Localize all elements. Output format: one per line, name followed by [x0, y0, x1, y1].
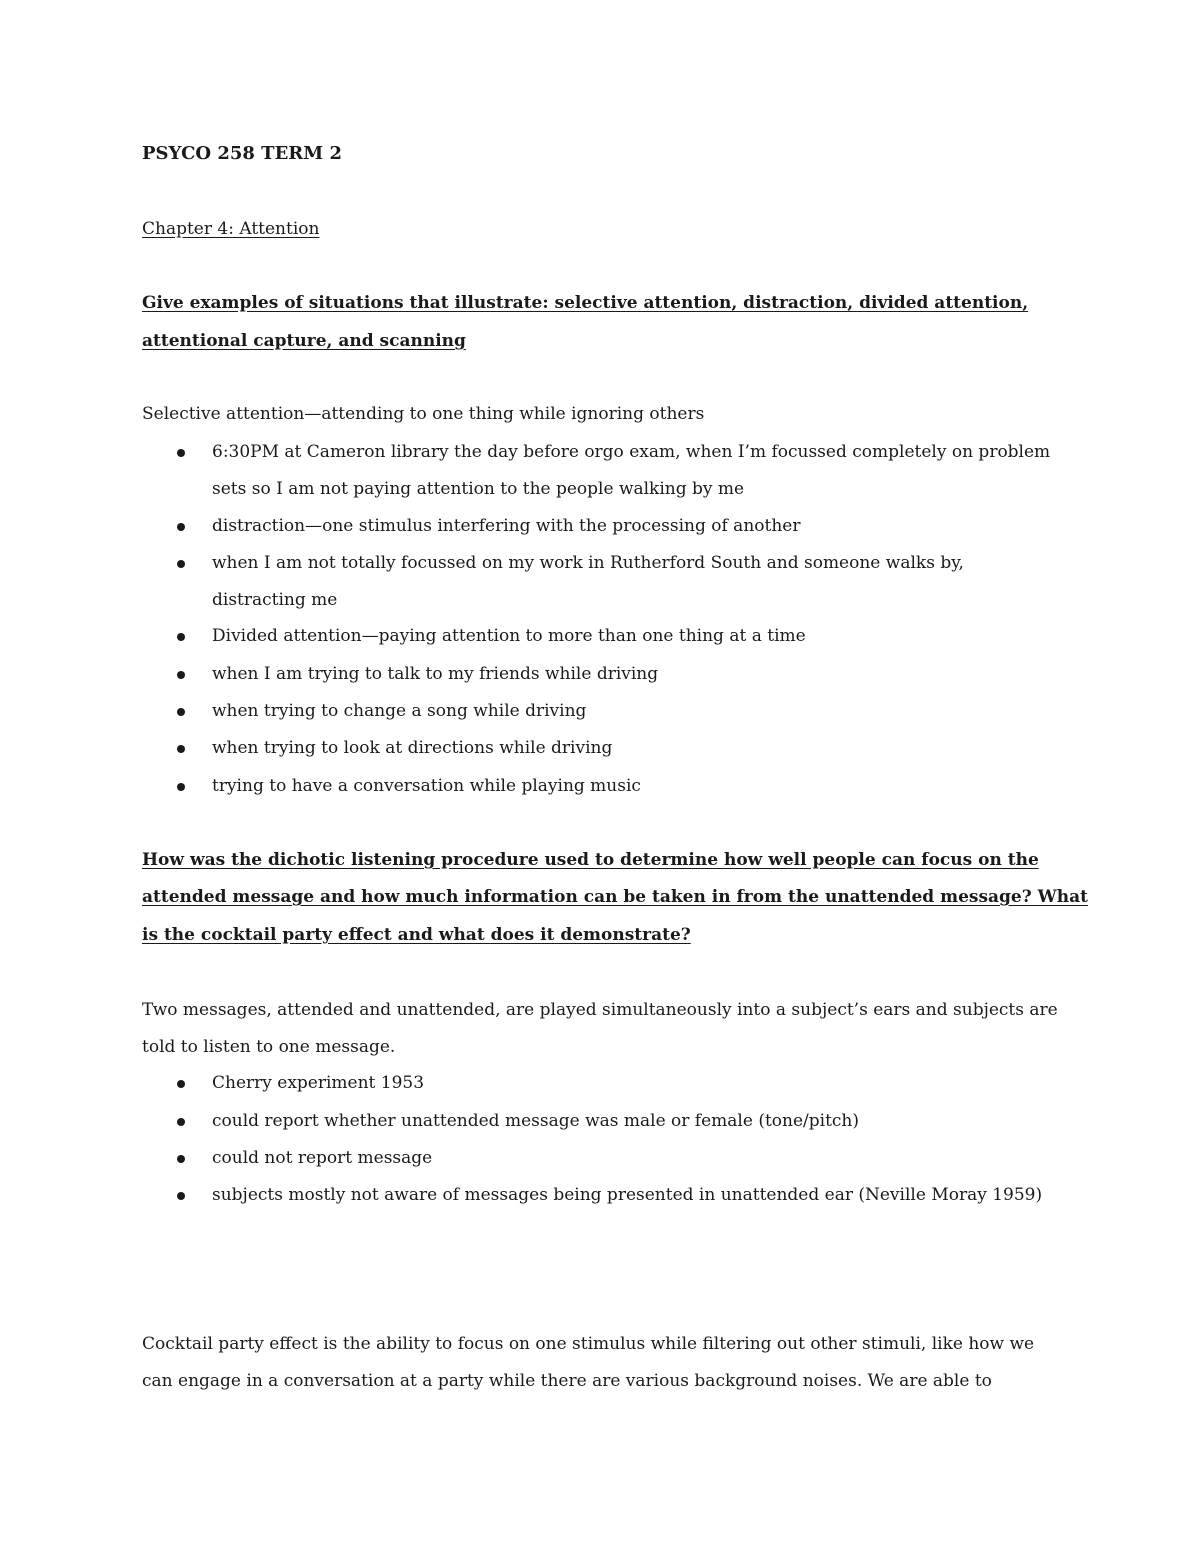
section-heading: How was the dichotic listening procedure used to determine how well people can focus on the: [142, 850, 1039, 870]
list-item-continuation: distracting me: [212, 590, 338, 610]
paragraph: told to listen to one message.: [142, 1037, 396, 1057]
paragraph: Cocktail party effect is the ability to focus on one stimulus while filtering out other stimuli, like how we: [142, 1334, 1035, 1354]
bullet-icon: [177, 1080, 185, 1088]
document-title: PSYCO 258 TERM 2: [142, 143, 342, 164]
list-item: Cherry experiment 1953: [212, 1073, 425, 1093]
list-item: trying to have a conversation while playing music: [212, 776, 641, 796]
paragraph: Two messages, attended and unattended, are played simultaneously into a subject’s ears and subjects are: [142, 1000, 1058, 1020]
list-item: distraction—one stimulus interfering with the processing of another: [212, 516, 801, 536]
bullet-icon: [177, 708, 185, 716]
list-item-continuation: sets so I am not paying attention to the people walking by me: [212, 479, 745, 499]
list-item: could report whether unattended message was male or female (tone/pitch): [212, 1111, 860, 1131]
paragraph: can engage in a conversation at a party while there are various background noises. We are able to: [142, 1371, 992, 1391]
section-heading: attended message and how much information can be taken in from the unattended message? What: [142, 887, 1088, 907]
section-heading: attentional capture, and scanning: [142, 331, 466, 351]
list-item: 6:30PM at Cameron library the day before orgo exam, when I’m focussed completely on problem: [212, 442, 1051, 462]
bullet-icon: [177, 1118, 185, 1126]
bullet-icon: [177, 560, 185, 568]
bullet-icon: [177, 633, 185, 641]
list-item: subjects mostly not aware of messages being presented in unattended ear (Neville Moray 1959): [212, 1185, 1043, 1205]
section-heading: is the cocktail party effect and what does it demonstrate?: [142, 925, 691, 945]
list-item: could not report message: [212, 1148, 433, 1168]
chapter-heading: Chapter 4: Attention: [142, 219, 320, 239]
bullet-icon: [177, 1155, 185, 1163]
bullet-icon: [177, 1192, 185, 1200]
bullet-icon: [177, 523, 185, 531]
list-item: when I am trying to talk to my friends while driving: [212, 664, 659, 684]
list-item: when trying to look at directions while driving: [212, 738, 613, 758]
list-item: Divided attention—paying attention to more than one thing at a time: [212, 626, 806, 646]
bullet-icon: [177, 783, 185, 791]
bullet-icon: [177, 449, 185, 457]
bullet-icon: [177, 745, 185, 753]
list-item: when trying to change a song while driving: [212, 701, 587, 721]
list-item: when I am not totally focussed on my work in Rutherford South and someone walks by,: [212, 553, 964, 573]
bullet-icon: [177, 671, 185, 679]
section-heading: Give examples of situations that illustrate: selective attention, distraction, divided attention,: [142, 293, 1029, 313]
paragraph: Selective attention—attending to one thing while ignoring others: [142, 404, 705, 424]
